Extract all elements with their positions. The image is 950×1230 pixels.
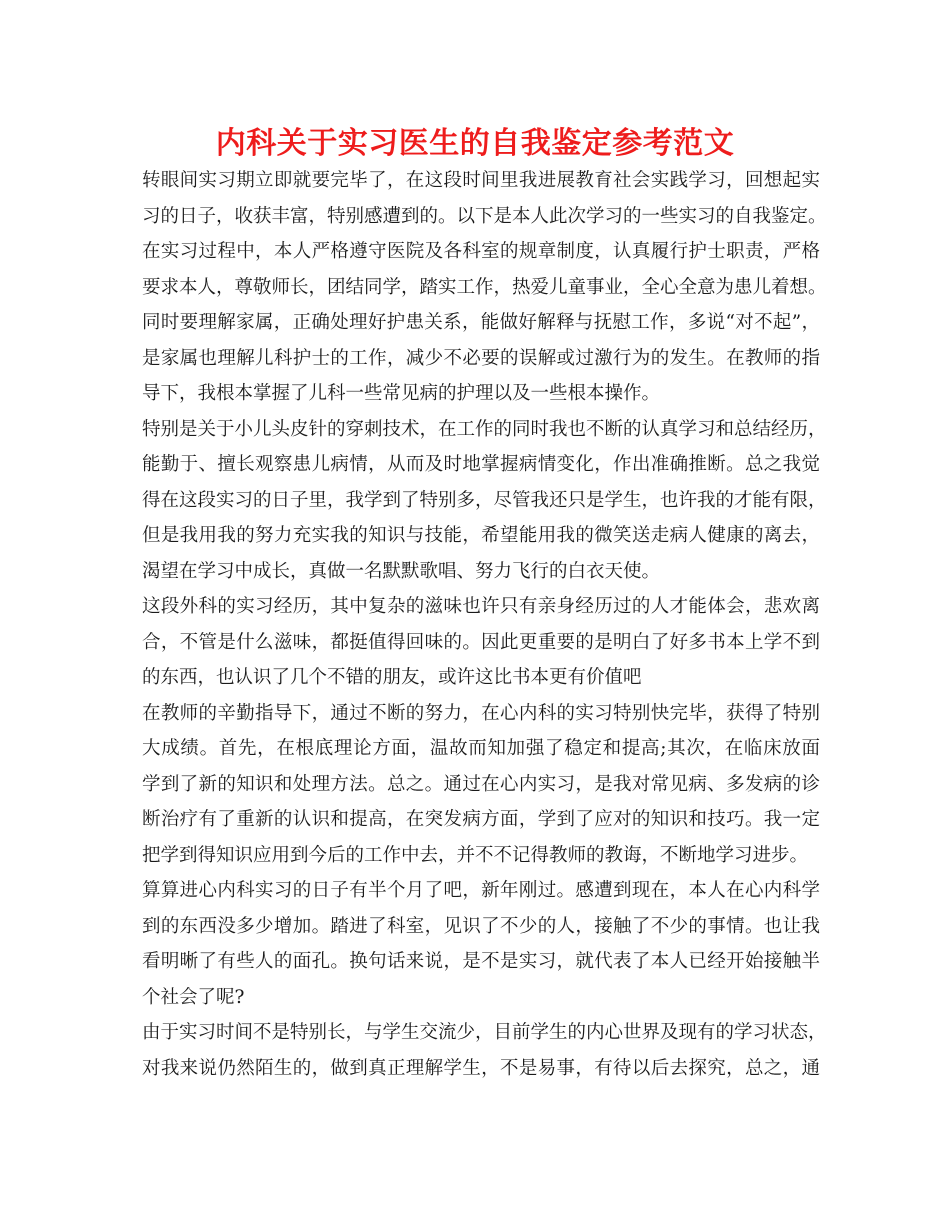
document-body bbox=[142, 163, 827, 1086]
body-line: 在教师的辛勤指导下，通过不断的努力，在心内科的实习特别快完毕，获得了特别 bbox=[142, 702, 820, 724]
body-line: 断治疗有了重新的认识和提高，在突发病方面，学到了应对的知识和技巧。我一定 bbox=[142, 809, 820, 830]
body-line: 习的日子，收获丰富，特别感遭到的。以下是本人此次学习的一些实习的自我鉴定。 bbox=[142, 205, 827, 227]
body-line: 到的东西没多少增加。踏进了科室，见识了不少的人，接触了不少的事情。也让我 bbox=[142, 915, 820, 937]
body-line: 把学到得知识应用到今后的工作中去，并不不记得教师的教诲，不断地学习进步。 bbox=[142, 844, 809, 866]
body-line: 在实习过程中，本人严格遵守医院及各科室的规章制度，认真履行护士职责，严格 bbox=[142, 241, 820, 262]
body-line: 得在这段实习的日子里，我学到了特别多，尽管我还只是学生，也许我的才能有限， bbox=[142, 489, 827, 511]
body-line: 同时要理解家属，正确处理好护患关系，能做好解释与抚慰工作，多说“对不起”， bbox=[142, 312, 820, 333]
body-line: 看明晰了有些人的面孔。换句话来说，是不是实习，就代表了本人已经开始接触半 bbox=[142, 951, 820, 972]
body-line: 学到了新的知识和处理方法。总之。通过在心内实习，是我对常见病、多发病的诊 bbox=[142, 773, 820, 795]
body-line: 由于实习时间不是特别长，与学生交流少，目前学生的内心世界及现有的学习状态， bbox=[142, 1022, 827, 1043]
body-line: 但是我用我的努力充实我的知识与技能，希望能用我的微笑送走病人健康的离去， bbox=[142, 525, 820, 546]
body-line: 合，不管是什么滋味，都挺值得回味的。因此更重要的是明白了好多书本上学不到 bbox=[142, 631, 820, 653]
body-line: 对我来说仍然陌生的，做到真正理解学生，不是易事，有待以后去探究，总之，通 bbox=[142, 1057, 820, 1079]
body-line: 算算进心内科实习的日子有半个月了吧，新年刚过。感遭到现在，本人在心内科学 bbox=[142, 880, 820, 901]
body-line: 转眼间实习期立即就要完毕了，在这段时间里我进展教育社会实践学习，回想起实 bbox=[142, 170, 820, 191]
body-line: 大成绩。首先，在根底理论方面，温故而知加强了稳定和提高;其次，在临床放面 bbox=[142, 738, 820, 759]
body-line: 的东西，也认识了几个不错的朋友，或许这比书本更有价值吧 bbox=[142, 667, 642, 688]
body-line: 导下，我根本掌握了儿科一些常见病的护理以及一些根本操作。 bbox=[142, 383, 661, 404]
body-line: 是家属也理解儿科护士的工作，减少不必要的误解或过激行为的发生。在教师的指 bbox=[142, 347, 820, 369]
body-line: 渴望在学习中成长，真做一名默默歌唱、努力飞行的白衣天使。 bbox=[142, 560, 661, 582]
body-line: 个社会了呢? bbox=[142, 986, 245, 1008]
body-line: 特别是关于小儿头皮针的穿刺技术，在工作的同时我也不断的认真学习和总结经历， bbox=[142, 418, 827, 440]
body-line: 能勤于、擅长观察患儿病情，从而及时地掌握病情变化，作出准确推断。总之我觉 bbox=[142, 454, 820, 475]
body-line: 这段外科的实习经历，其中复杂的滋味也许只有亲身经历过的人才能体会，悲欢离 bbox=[142, 596, 820, 617]
body-line: 要求本人，尊敬师长，团结同学，踏实工作，热爱儿童事业，全心全意为患儿着想。 bbox=[142, 276, 827, 298]
document-title: 内科关于实习医生的自我鉴定参考范文 bbox=[215, 126, 735, 161]
